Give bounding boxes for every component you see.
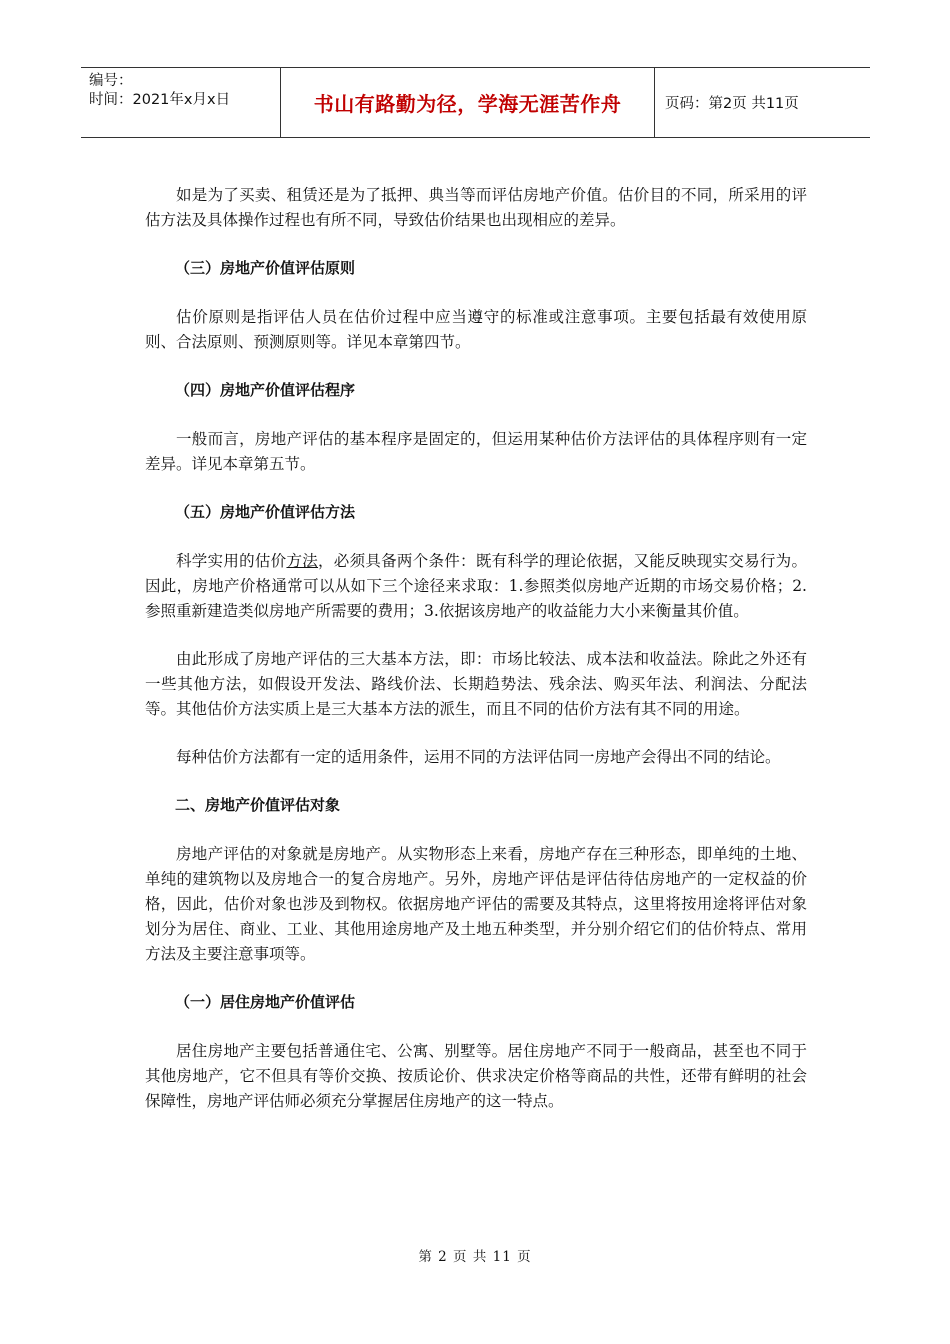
paragraph-text: 科学实用的估价 xyxy=(176,552,287,570)
paragraph-text: ，必须具备两个条件：既有科学的理论依据，又能反映现实交易行为。因此，房地产价格通常可以从如下三个途径来求取：1.参照类似房地产近期的市场交易价格；2.参照重新建造类似房地产所需要的费用；3.依据该房地产的收益能力大小来衡量其价值。 xyxy=(145,552,807,620)
section-heading: 二、房地产价值评估对象 xyxy=(175,796,341,814)
paragraph xyxy=(145,549,807,624)
section-heading: （三）房地产价值评估原则 xyxy=(175,259,356,277)
page-footer: 第 2 页 共 11 页 xyxy=(418,1249,532,1265)
paragraph: 由此形成了房地产评估的三大基本方法，即：市场比较法、成本法和收益法。除此之外还有一些其他方法，如假设开发法、路线价法、长期趋势法、残余法、购买年法、利润法、分配法等。其他估价方法实质上是三大基本方法的派生，而且不同的估价方法有其不同的用途。 xyxy=(145,650,807,718)
document-body xyxy=(145,183,807,1137)
method-link[interactable]: 方法 xyxy=(286,552,319,570)
paragraph: 一般而言，房地产评估的基本程序是固定的，但运用某种估价方法评估的具体程序则有一定差异。详见本章第五节。 xyxy=(145,430,807,473)
header-page-info: 页码：第2页 共11页 xyxy=(665,96,799,112)
paragraph: 房地产评估的对象就是房地产。从实物形态上来看，房地产存在三种形态，即单纯的土地、单纯的建筑物以及房地合一的复合房地产。另外，房地产评估是评估待估房地产的一定权益的价格，因此，估价对象也涉及到物权。依据房地产评估的需要及其特点，这里将按用途将评估对象划分为居住、商业、工业、其他用途房地产及土地五种类型，并分别介绍它们的估价特点、常用方法及主要注意事项等。 xyxy=(145,845,807,963)
paragraph: 居住房地产主要包括普通住宅、公寓、别墅等。居住房地产不同于一般商品，甚至也不同于其他房地产，它不但具有等价交换、按质论价、供求决定价格等商品的共性，还带有鲜明的社会保障性，房地产评估师必须充分掌握居住房地产的这一特点。 xyxy=(145,1042,807,1110)
paragraph: 如是为了买卖、租赁还是为了抵押、典当等而评估房地产价值。估价目的不同，所采用的评估方法及具体操作过程也有所不同，导致估价结果也出现相应的差异。 xyxy=(145,186,807,229)
time-label: 时间：2021年x月x日 xyxy=(89,92,231,108)
header-meta xyxy=(81,68,281,137)
section-heading: （四）房地产价值评估程序 xyxy=(175,381,356,399)
paragraph: 每种估价方法都有一定的适用条件，运用不同的方法评估同一房地产会得出不同的结论。 xyxy=(176,748,781,766)
number-label: 编号： xyxy=(89,73,133,89)
page-header xyxy=(81,67,870,138)
header-motto: 书山有路勤为径，学海无涯苦作舟 xyxy=(281,68,655,137)
section-heading: （一）居住房地产价值评估 xyxy=(175,993,356,1011)
paragraph: 估价原则是指评估人员在估价过程中应当遵守的标准或注意事项。主要包括最有效使用原则、合法原则、预测原则等。详见本章第四节。 xyxy=(145,308,807,351)
section-heading: （五）房地产价值评估方法 xyxy=(175,503,356,521)
